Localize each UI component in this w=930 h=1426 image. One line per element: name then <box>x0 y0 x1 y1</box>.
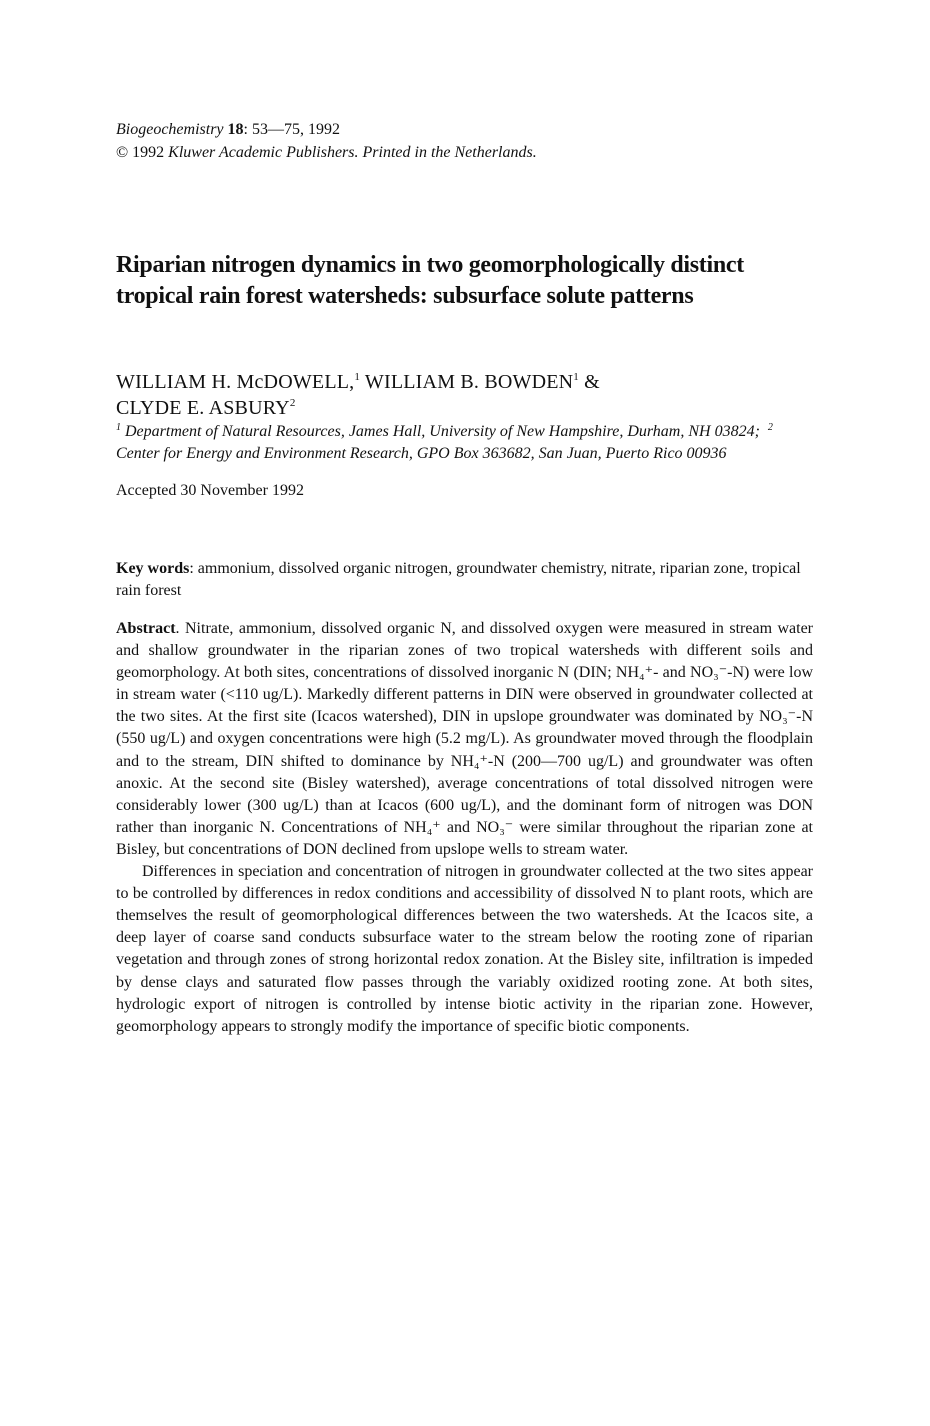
keywords-text: : ammonium, dissolved organic nitrogen, groundwater chemistry, nitrate, riparian zone, tropical rain forest <box>116 560 801 599</box>
paper-page <box>116 118 813 1038</box>
affiliation-marker: 1 <box>116 422 121 433</box>
copyright-symbol: © <box>116 144 129 161</box>
journal-name: Biogeochemistry <box>116 121 224 138</box>
affiliation-marker: 2 <box>767 422 773 433</box>
accepted-date: Accepted 30 November 1992 <box>116 482 304 499</box>
keywords-label: Key words <box>116 560 190 577</box>
abstract-text: . Nitrate, ammonium, dissolved organic N, and dissolved oxygen were measured in stream water and shallow groundwater in the riparian zones of two tropical watersheds with different soils and geomorphology. At both sites, concentrations of dissolved inorganic N (DIN; NH₄⁺- and NO₃⁻-N) were low in stream water (<110 ug/L). Markedly different patterns in DIN were observed in groundwater collected at the two sites. At the first site (Icacos watershed), DIN in upslope groundwater was dominated by NO₃⁻-N (550 ug/L) and oxygen concentrations were high (5.2 mg/L). As groundwater moved through the floodplain and to the stream, DIN shifted to dominance by NH₄⁺-N (200—700 ug/L) and groundwater was often anoxic. At the second site (Bisley watershed), average concentrations of total dissolved nitrogen were considerably lower (300 ug/L) than at Icacos (600 ug/L), and the dominant form of nitrogen was DON rather than inorganic N. Concentrations of NH₄⁺ and NO₃⁻ were similar throughout the riparian zone at Bisley, but concentrations of DON declined from upslope wells to stream water. <box>116 620 813 858</box>
affiliations <box>116 421 813 465</box>
affiliation-marker: 2 <box>289 397 296 409</box>
affiliation-text: Center for Energy and Environment Research, GPO Box 363682, San Juan, Puerto Rico 00936 <box>116 445 727 462</box>
author-conjunction: & <box>578 371 600 393</box>
abstract-label: Abstract <box>116 620 176 637</box>
journal-volume: 18 <box>227 121 244 138</box>
author-name: WILLIAM H. McDOWELL, <box>116 371 355 393</box>
author-list <box>116 369 813 421</box>
copyright-year: 1992 <box>132 144 165 161</box>
article-title: Riparian nitrogen dynamics in two geomorphologically distinct tropical rain forest watersheds: subsurface solute patterns <box>116 252 744 309</box>
affiliation-marker: 1 <box>573 371 579 383</box>
abstract <box>116 618 813 1038</box>
author-name: WILLIAM B. BOWDEN <box>360 371 574 393</box>
copyright-line <box>116 141 813 164</box>
journal-pages-year: : 53—75, 1992 <box>243 121 340 138</box>
publisher: Kluwer Academic Publishers. Printed in the Netherlands. <box>168 144 537 161</box>
journal-citation <box>116 118 813 141</box>
abstract-paragraph: Differences in speciation and concentration of nitrogen in groundwater collected at the two sites appear to be controlled by differences in redox conditions and accessibility of dissolved N to plant roots, which are themselves the result of geomorphological differences between the two watersheds. At the Icacos site, a deep layer of coarse sand conducts subsurface water to the stream below the rooting zone of riparian vegetation and through zones of strong horizontal redox zonation. At the Bisley site, infiltration is impeded by dense clays and saturated flow passes through the variably oxidized rooting zone. At both sites, hydrologic export of nitrogen is controlled by intense biotic activity in the riparian zone. However, geomorphology appears to strongly modify the importance of specific biotic components. <box>116 863 813 1035</box>
keywords <box>116 558 813 602</box>
author-name: CLYDE E. ASBURY <box>116 397 290 419</box>
abstract-paragraph <box>116 618 813 861</box>
affiliation-text: Department of Natural Resources, James Hall, University of New Hampshire, Durham, NH 03824; <box>121 423 760 440</box>
affiliation-marker: 1 <box>354 371 361 383</box>
